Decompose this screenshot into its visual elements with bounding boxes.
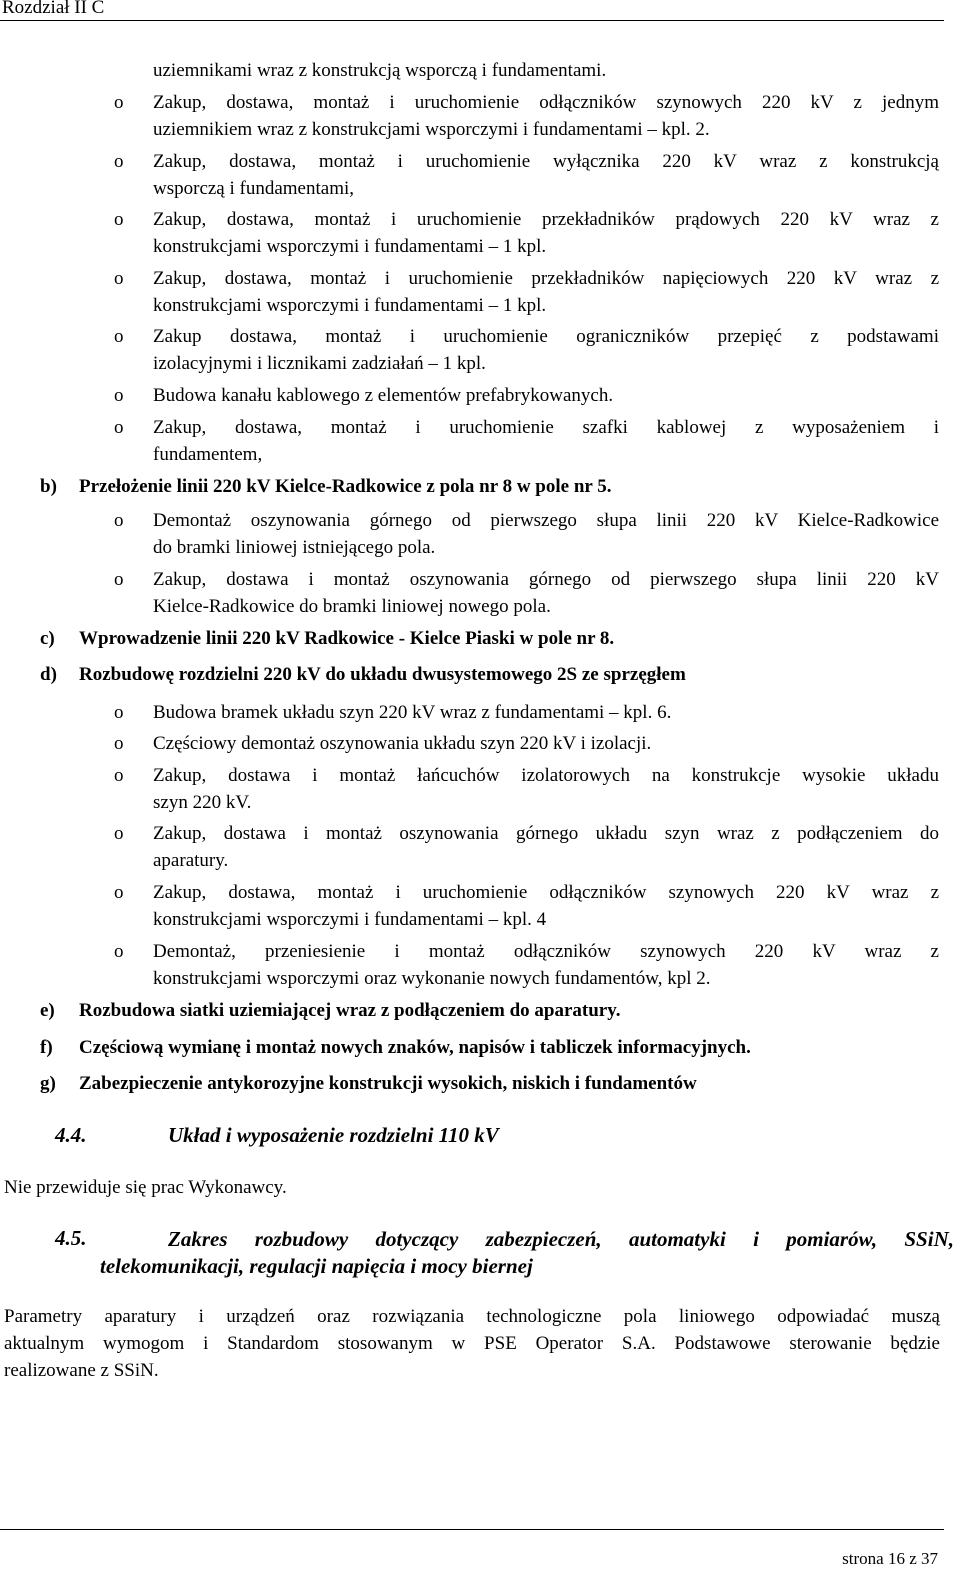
section-label: d) — [40, 664, 57, 685]
section-title: Przełożenie linii 220 kV Kielce-Radkowice z pola nr 8 w pole nr 5. — [79, 476, 612, 497]
list-item-cont: konstrukcjami wsporczymi oraz wykonanie nowych fundamentów, kpl 2. — [153, 968, 711, 989]
heading-title-cont: telekomunikacji, regulacji napięcia i mocy biernej — [100, 1254, 533, 1278]
bullet-marker: o — [114, 385, 124, 406]
list-item: Zakup, dostawa, montaż i uruchomienie szafki kablowej z wyposażeniem i — [153, 417, 939, 438]
section-title: Częściową wymianę i montaż nowych znaków, napisów i tabliczek informacyjnych. — [79, 1037, 751, 1058]
bullet-marker: o — [114, 268, 124, 289]
list-item: Demontaż, przeniesienie i montaż odłączników szynowych 220 kV wraz z — [153, 941, 939, 962]
list-item: Zakup, dostawa i montaż oszynowania górnego od pierwszego słupa linii 220 kV — [153, 569, 939, 590]
bullet-marker: o — [114, 569, 124, 590]
list-item: Częściowy demontaż oszynowania układu szyn 220 kV i izolacji. — [153, 733, 652, 754]
bullet-marker: o — [114, 417, 124, 438]
list-item-continuation: uziemnikami wraz z konstrukcją wsporczą i fundamentami. — [153, 60, 607, 81]
list-item: Zakup, dostawa, montaż i uruchomienie wyłącznika 220 kV wraz z konstrukcją — [153, 151, 939, 172]
paragraph-line: realizowane z SSiN. — [4, 1360, 159, 1381]
heading-title: Układ i wyposażenie rozdzielni 110 kV — [168, 1123, 499, 1147]
list-item-cont: szyn 220 kV. — [153, 792, 252, 813]
paragraph-line: Parametry aparatury i urządzeń oraz rozwiązania technologiczne pola liniowego odpowiadać muszą — [4, 1306, 940, 1327]
page-number: strona 16 z 37 — [842, 1549, 938, 1568]
bullet-marker: o — [114, 510, 124, 531]
bullet-marker: o — [114, 765, 124, 786]
section-title: Rozbudowa siatki uziemiającej wraz z podłączeniem do aparatury. — [79, 1000, 621, 1021]
section-label: g) — [40, 1073, 56, 1094]
list-item: Zakup, dostawa, montaż i uruchomienie przekładników prądowych 220 kV wraz z — [153, 209, 939, 230]
list-item: Zakup, dostawa, montaż i uruchomienie odłączników szynowych 220 kV z jednym — [153, 92, 939, 113]
list-item-cont: do bramki liniowej istniejącego pola. — [153, 537, 436, 558]
heading-number: 4.5. — [55, 1226, 87, 1250]
list-item: Zakup, dostawa, montaż i uruchomienie przekładników napięciowych 220 kV wraz z — [153, 268, 939, 289]
section-label: e) — [40, 1000, 55, 1021]
bullet-marker: o — [114, 209, 124, 230]
list-item-cont: fundamentem, — [153, 444, 263, 465]
bullet-marker: o — [114, 326, 124, 347]
list-item-cont: aparatury. — [153, 850, 229, 871]
list-item-cont: Kielce-Radkowice do bramki liniowej nowego pola. — [153, 596, 551, 617]
section-label: f) — [40, 1037, 53, 1058]
list-item-cont: konstrukcjami wsporczymi i fundamentami – kpl. 4 — [153, 909, 547, 930]
heading-number: 4.4. — [55, 1123, 87, 1147]
list-item: Zakup, dostawa i montaż oszynowania górnego układu szyn wraz z podłączeniem do — [153, 823, 939, 844]
section-label: c) — [40, 628, 55, 649]
bullet-marker: o — [114, 941, 124, 962]
section-title: Rozbudowę rozdzielni 220 kV do układu dwusystemowego 2S ze sprzęgłem — [79, 664, 686, 685]
bullet-marker: o — [114, 823, 124, 844]
list-item-cont: wsporczą i fundamentami, — [153, 178, 355, 199]
bullet-marker: o — [114, 151, 124, 172]
list-item-cont: konstrukcjami wsporczymi i fundamentami – 1 kpl. — [153, 295, 547, 316]
bullet-marker: o — [114, 702, 124, 723]
section-title: Wprowadzenie linii 220 kV Radkowice - Kielce Piaski w pole nr 8. — [79, 628, 615, 649]
list-item: Budowa kanału kablowego z elementów prefabrykowanych. — [153, 385, 614, 406]
list-item: Zakup, dostawa i montaż łańcuchów izolatorowych na konstrukcje wysokie układu — [153, 765, 939, 786]
list-item-cont: konstrukcjami wsporczymi i fundamentami – 1 kpl. — [153, 236, 547, 257]
list-item: Zakup dostawa, montaż i uruchomienie ograniczników przepięć z podstawami — [153, 326, 939, 347]
heading-title: Zakres rozbudowy dotyczący zabezpieczeń, automatyki i pomiarów, SSiN, — [168, 1227, 954, 1251]
list-item-cont: uziemnikiem wraz z konstrukcjami wsporczymi i fundamentami – kpl. 2. — [153, 119, 710, 140]
chapter-label: Rozdział II C — [2, 0, 105, 18]
footer-rule — [0, 1529, 944, 1530]
list-item: Demontaż oszynowania górnego od pierwszego słupa linii 220 kV Kielce-Radkowice — [153, 510, 939, 531]
bullet-marker: o — [114, 92, 124, 113]
page-header — [0, 0, 944, 21]
section-label: b) — [40, 476, 57, 497]
list-item: Budowa bramek układu szyn 220 kV wraz z fundamentami – kpl. 6. — [153, 702, 672, 723]
paragraph: Nie przewiduje się prac Wykonawcy. — [4, 1177, 287, 1198]
bullet-marker: o — [114, 733, 124, 754]
paragraph-line: aktualnym wymogom i Standardom stosowanym w PSE Operator S.A. Podstawowe sterowanie będzie — [4, 1333, 940, 1354]
section-title: Zabezpieczenie antykorozyjne konstrukcji wysokich, niskich i fundamentów — [79, 1073, 697, 1094]
list-item-cont: izolacyjnymi i licznikami zadziałań – 1 kpl. — [153, 353, 486, 374]
bullet-marker: o — [114, 882, 124, 903]
list-item: Zakup, dostawa, montaż i uruchomienie odłączników szynowych 220 kV wraz z — [153, 882, 939, 903]
